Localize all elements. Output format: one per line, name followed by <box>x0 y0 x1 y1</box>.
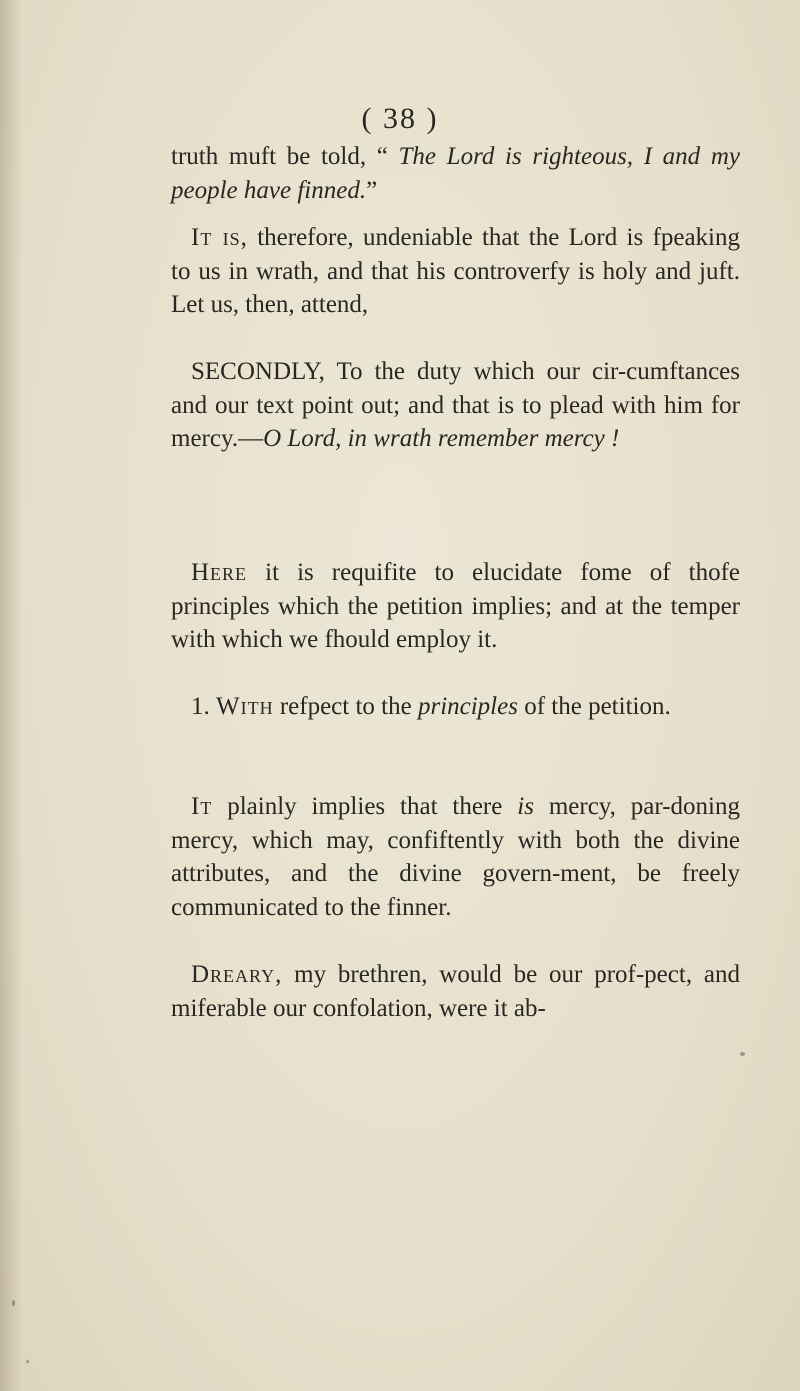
p5-italic: principles <box>417 693 518 720</box>
paragraph-1 <box>171 140 740 207</box>
p4-lead: Here <box>191 559 248 586</box>
paragraph-3 <box>171 355 740 456</box>
paper-speck <box>26 1360 29 1363</box>
p4-text: it is requifite to elucidate fome of thofe principles which the petition implies; and at the temper with which we fhould employ it. <box>171 559 740 653</box>
paragraph-5 <box>171 690 740 724</box>
paper-speck <box>740 1052 745 1056</box>
page-number: ( 38 ) <box>361 102 439 135</box>
p7-lead: Dreary, <box>191 961 283 988</box>
paragraph-4 <box>171 556 740 657</box>
paragraph-6 <box>171 790 740 924</box>
p5-text-a: refpect to the <box>273 693 418 720</box>
p6-text-a: plainly implies that there <box>212 793 518 820</box>
p6-lead: It <box>191 793 213 820</box>
p2-text: therefore, undeniable that the Lord is fpeaking to us in wrath, and that his controverfy is holy and juft. Let us, then, attend, <box>171 224 740 318</box>
paragraph-2 <box>171 221 740 322</box>
p1-text-b: ” <box>366 176 378 204</box>
paragraph-7 <box>171 958 740 1025</box>
paper-speck <box>12 1300 15 1306</box>
p3-italic: O Lord, in wrath remember mercy ! <box>263 425 620 452</box>
p6-text-b: mercy, par-doning mercy, which may, confiftently with both the divine attributes, and the divine govern-ment, be freely communicated to the finner. <box>171 793 740 921</box>
p2-lead: It is, <box>191 224 248 251</box>
page-edge-shadow <box>0 0 22 1391</box>
p5-num: 1. <box>191 693 210 720</box>
p3-text: To the duty which our cir-cumftances and our text point out; and that is to plead with him for mercy.— <box>171 358 740 452</box>
p5-text-b: of the petition. <box>517 693 671 720</box>
p5-lead: With <box>216 693 274 720</box>
p1-text-a: truth muft be told, “ <box>171 143 399 170</box>
p6-italic: is <box>517 793 534 820</box>
p3-lead: SECONDLY, <box>191 358 325 385</box>
p1-quote-italic: The Lord is righteous, I and my people have finned. <box>171 143 740 204</box>
p7-text: my brethren, would be our prof-pect, and miferable our confolation, were it ab- <box>171 961 740 1022</box>
